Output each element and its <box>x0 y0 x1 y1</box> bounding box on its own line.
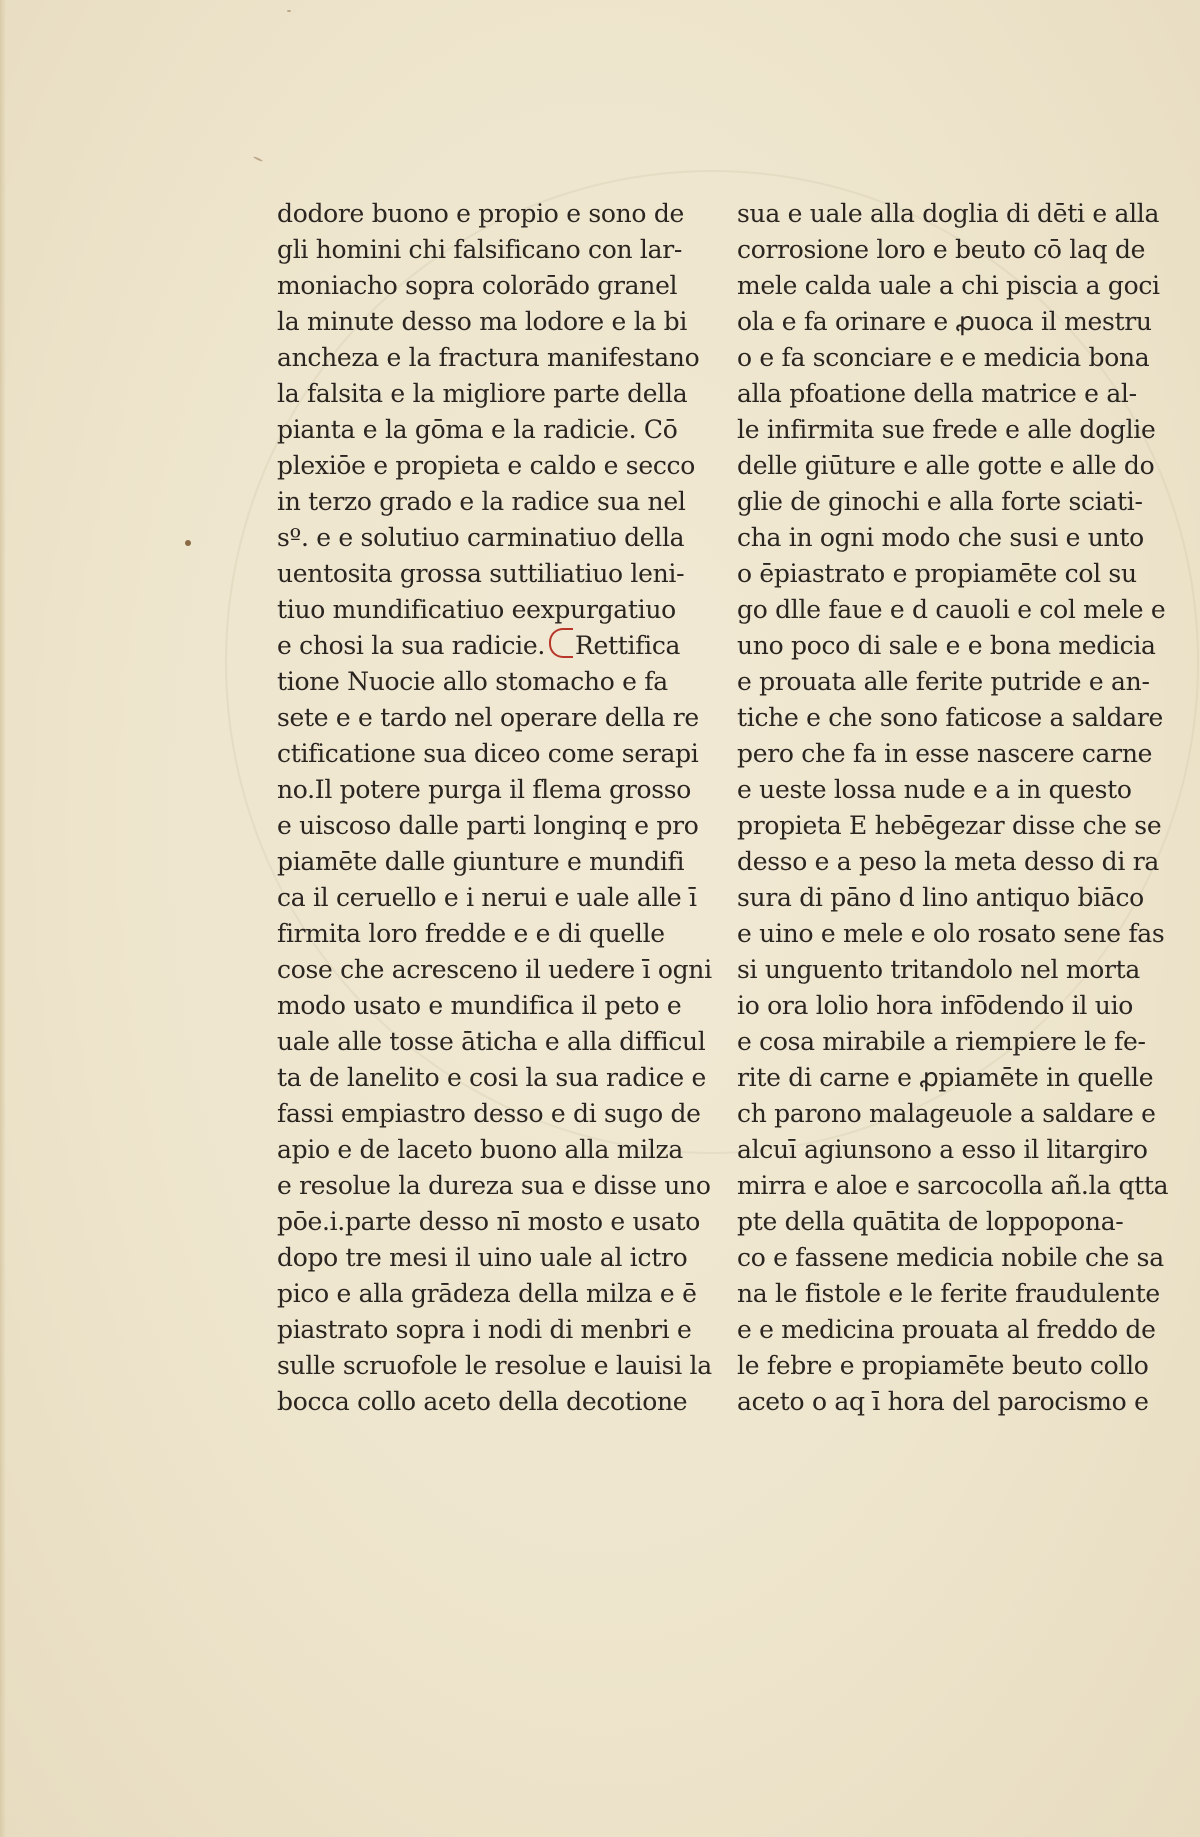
left-text-column <box>277 196 712 1420</box>
text-line: la falsita e la migliore parte della <box>277 379 688 408</box>
text-line: pero che fa in esse nascere carne <box>737 739 1153 768</box>
text-line: co e fassene medicia nobile che sa <box>737 1243 1164 1272</box>
text-line: e resolue la dureza sua e disse uno <box>277 1171 711 1200</box>
text-line-with-rubric <box>277 628 681 664</box>
text-line: uale alle tosse āticha e alla difficul <box>277 1027 706 1056</box>
text-line: ola e fa orinare e ꝓuoca il mestru <box>737 307 1152 336</box>
text-line: propieta E hebēgezar disse che se <box>737 811 1162 840</box>
text-line: tiche e che sono faticose a saldare <box>737 703 1164 732</box>
paper-speck <box>287 10 291 12</box>
text-line: gli homini chi falsificano con lar- <box>277 235 683 264</box>
text-line: sua e uale alla doglia di dēti e alla <box>737 199 1160 228</box>
text-line: uentosita grossa suttiliatiuo leni- <box>277 559 685 588</box>
text-line: glie de ginochi e alla forte sciati- <box>737 487 1143 516</box>
text-line: modo usato e mundifica il peto e <box>277 991 682 1020</box>
text-line: io ora lolio hora infōdendo il uio <box>737 991 1134 1020</box>
text-line: tione Nuocie allo stomacho e fa <box>277 667 668 696</box>
text-line: pianta e la gōma e la radicie. Cō <box>277 415 678 444</box>
text-line: desso e a peso la meta desso di ra <box>737 847 1159 876</box>
text-line: le febre e propiamēte beuto collo <box>737 1351 1149 1380</box>
right-text-column <box>737 196 1169 1420</box>
text-line: plexiōe e propieta e caldo e secco <box>277 451 695 480</box>
text-line: ta de lanelito e cosi la sua radice e <box>277 1063 706 1092</box>
text-line: sº. e e solutiuo carminatiuo della <box>277 523 685 552</box>
text-line: apio e de laceto buono alla milza <box>277 1135 684 1164</box>
text-line: no.Il potere purga il flema grosso <box>277 775 692 804</box>
text-line: fassi empiastro desso e di sugo de <box>277 1099 701 1128</box>
text-line: o ēpiastrato e propiamēte col su <box>737 559 1137 588</box>
text-line: dodore buono e propio e sono de <box>277 199 685 228</box>
text-line: ch parono malageuole a saldare e <box>737 1099 1156 1128</box>
text-line: e cosa mirabile a riempiere le fe- <box>737 1027 1146 1056</box>
text-line: e prouata alle ferite putride e an- <box>737 667 1150 696</box>
text-line: mele calda uale a chi piscia a goci <box>737 271 1160 300</box>
text-line: uno poco di sale e e bona medicia <box>737 631 1156 660</box>
rubric-paragraph-mark <box>549 628 573 658</box>
text-line: la minute desso ma lodore e la bi <box>277 307 688 336</box>
text-line: pōe.i.parte desso nī mosto e usato <box>277 1207 700 1236</box>
text-line: e uiscoso dalle parti longinq e pro <box>277 811 699 840</box>
text-line: ca il ceruello e i nerui e uale alle ī <box>277 883 697 912</box>
paper-speck <box>253 156 263 162</box>
text-line: piastrato sopra i nodi di menbri e <box>277 1315 692 1344</box>
text-line: ctificatione sua diceo come serapi <box>277 739 699 768</box>
text-line: e uino e mele e olo rosato sene fas <box>737 919 1165 948</box>
text-line: aceto o aq ī hora del parocismo e <box>737 1387 1149 1416</box>
text-line: in terzo grado e la radice sua nel <box>277 487 686 516</box>
text-line: corrosione loro e beuto cō laq de <box>737 235 1146 264</box>
page-edge <box>0 0 6 1837</box>
text-line: piamēte dalle giunture e mundifi <box>277 847 685 876</box>
text-line: na le fistole e le ferite fraudulente <box>737 1279 1160 1308</box>
text-line: firmita loro fredde e e di quelle <box>277 919 665 948</box>
text-line: ancheza e la fractura manifestano <box>277 343 700 372</box>
text-line: alcuī agiunsono a esso il litargiro <box>737 1135 1148 1164</box>
text-line: e ueste lossa nude e a in questo <box>737 775 1132 804</box>
text-line: sete e e tardo nel operare della re <box>277 703 699 732</box>
text-line: delle giūture e alle gotte e alle do <box>737 451 1155 480</box>
text-line: cha in ogni modo che susi e unto <box>737 523 1144 552</box>
text-line: le infirmita sue frede e alle doglie <box>737 415 1156 444</box>
rubric-word: Rettifica <box>575 631 681 660</box>
text-line: bocca collo aceto della decotione <box>277 1387 688 1416</box>
text-line: si unguento tritandolo nel morta <box>737 955 1141 984</box>
text-line: o e fa sconciare e e medicia bona <box>737 343 1150 372</box>
text-line: e e medicina prouata al freddo de <box>737 1315 1156 1344</box>
text-segment: e chosi la sua radicie. <box>277 631 545 660</box>
text-line: rite di carne e ꝓpiamēte in quelle <box>737 1063 1154 1092</box>
text-line: cose che acresceno il uedere ī ogni <box>277 955 712 984</box>
text-line: sulle scruofole le resolue e lauisi la <box>277 1351 712 1380</box>
text-line: go dlle faue e d cauoli e col mele e <box>737 595 1166 624</box>
text-line: pte della quātita de loppopona- <box>737 1207 1124 1236</box>
text-line: pico e alla grādeza della milza e ē <box>277 1279 697 1308</box>
text-line: dopo tre mesi il uino uale al ictro <box>277 1243 688 1272</box>
text-line: tiuo mundificatiuo eexpurgatiuo <box>277 595 676 624</box>
text-line: alla pfoatione della matrice e al- <box>737 379 1137 408</box>
text-line: moniacho sopra colorādo granel <box>277 271 678 300</box>
paper-speck <box>185 540 191 546</box>
text-line: sura di pāno d lino antiquo biāco <box>737 883 1144 912</box>
text-line: mirra e aloe e sarcocolla añ.la qtta <box>737 1171 1169 1200</box>
